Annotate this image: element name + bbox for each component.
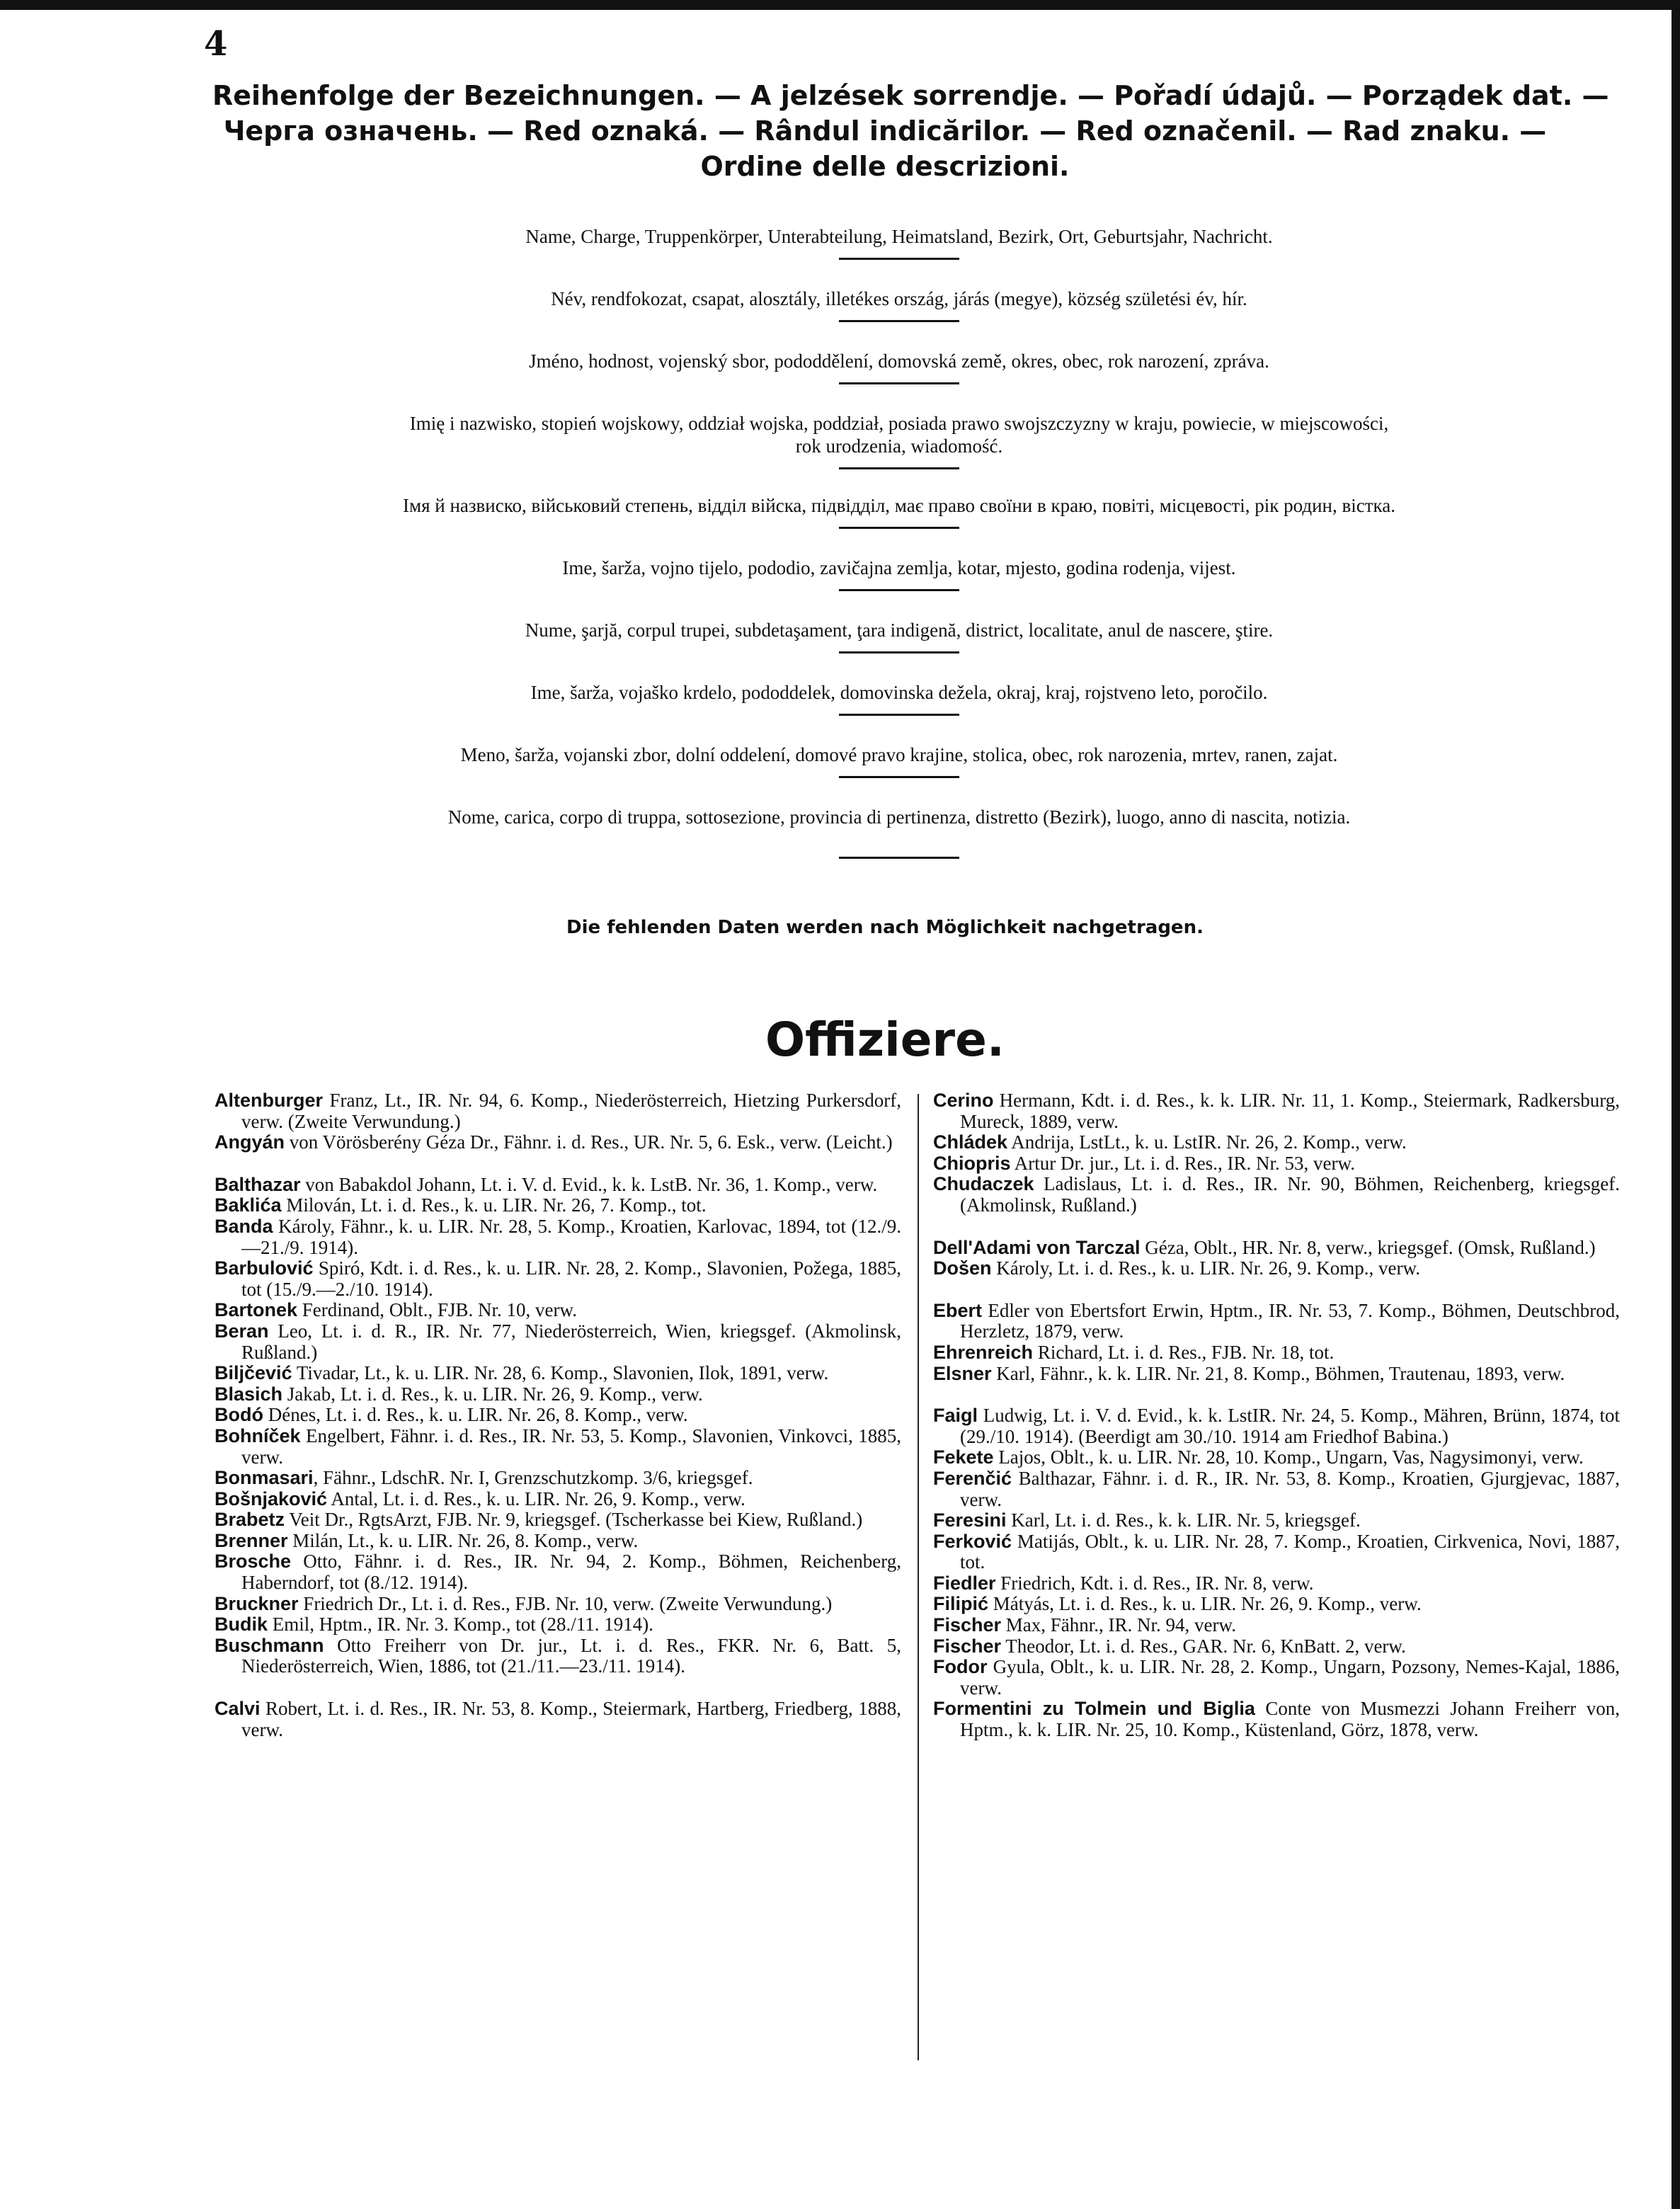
officer-details: Károly, Lt. i. d. Res., k. u. LIR. Nr. 26, 9. Komp., verw. — [991, 1257, 1420, 1279]
officer-surname: Altenburger — [215, 1090, 324, 1111]
officer-entry — [933, 1258, 1620, 1279]
legend-separator-rule — [839, 527, 959, 529]
officer-surname: Fodor — [933, 1656, 988, 1678]
legend-text: rok urodzenia, wiadomość. — [795, 435, 1003, 457]
officer-details: Friedrich, Kdt. i. d. Res., IR. Nr. 8, verw. — [995, 1572, 1314, 1594]
officer-details: Friedrich Dr., Lt. i. d. Res., FJB. Nr. 10, verw. (Zweite Verwundung.) — [298, 1592, 833, 1614]
officer-details: Andrija, LstLt., k. u. LstIR. Nr. 26, 2. Komp., verw. — [1007, 1131, 1407, 1153]
officer-surname: Dell'Adami von Tarczal — [933, 1236, 1141, 1258]
officer-entry — [215, 1509, 901, 1531]
officer-details: Karl, Lt. i. d. Res., k. k. LIR. Nr. 5, kriegsgef. — [1006, 1509, 1361, 1531]
officer-details: Edler von Ebertsfort Erwin, Hptm., IR. Nr. 53, 7. Komp., Böhmen, Deutschbrod, Herzletz, 1879, verw. — [960, 1299, 1620, 1342]
officer-entry — [933, 1594, 1620, 1615]
officer-surname: Ehrenreich — [933, 1341, 1034, 1363]
legend-line — [234, 287, 1565, 350]
officer-entry — [933, 1405, 1620, 1447]
letter-group-gap — [933, 1279, 1620, 1301]
officer-surname: Barbulović — [215, 1257, 314, 1279]
officer-details: Lajos, Oblt., k. u. LIR. Nr. 28, 10. Komp., Ungarn, Vas, Nagysimonyi, verw. — [993, 1446, 1584, 1468]
officer-details: Tivadar, Lt., k. u. LIR. Nr. 28, 6. Komp., Slavonien, Ilok, 1891, verw. — [292, 1362, 829, 1384]
officer-entry — [215, 1699, 901, 1740]
officer-details: von Vörösberény Géza Dr., Fähnr. i. d. Res., UR. Nr. 5, 6. Esk., verw. (Leicht.) — [285, 1131, 893, 1153]
officer-details: Otto, Fähnr. i. d. Res., IR. Nr. 94, 2. Komp., Böhmen, Reichenberg, Haberndorf, tot (8./12. 1914). — [241, 1551, 901, 1594]
officer-surname: Bruckner — [215, 1592, 299, 1614]
officer-details: Max, Fähnr., IR. Nr. 94, verw. — [1001, 1614, 1237, 1636]
officer-surname: Brabetz — [215, 1509, 285, 1531]
officer-details: Jakab, Lt. i. d. Res., k. u. LIR. Nr. 26, 9. Komp., verw. — [282, 1383, 703, 1405]
officer-details: Robert, Lt. i. d. Res., IR. Nr. 53, 8. Komp., Steiermark, Hartberg, Friedberg, 1888, verw. — [241, 1698, 901, 1740]
officer-entry — [215, 1614, 901, 1636]
officer-entry — [215, 1300, 901, 1321]
officer-surname: Buschmann — [215, 1634, 324, 1656]
officer-entry — [933, 1364, 1620, 1385]
heading-line: Черга означень. — Red oznaká. — Rândul indicărilor. — Red označenil. — Rad znaku. — — [223, 115, 1547, 147]
officer-entry — [215, 1132, 901, 1153]
legend-line — [234, 619, 1565, 681]
officer-entry — [933, 1468, 1620, 1510]
officer-details: Karl, Fähnr., k. k. LIR. Nr. 21, 8. Komp., Böhmen, Trautenau, 1893, verw. — [991, 1362, 1565, 1384]
scan-border-top — [0, 0, 1680, 10]
legend-separator-rule — [839, 714, 959, 716]
officer-surname: Blasich — [215, 1383, 283, 1405]
officer-surname: Fischer — [933, 1635, 1002, 1657]
officer-surname: Bohníček — [215, 1425, 301, 1446]
officer-surname: Beran — [215, 1320, 269, 1342]
officer-surname: Fischer — [933, 1614, 1002, 1636]
legend-separator-rule — [839, 320, 959, 322]
letter-group-gap — [933, 1384, 1620, 1405]
officer-details: Franz, Lt., IR. Nr. 94, 6. Komp., Niederösterreich, Hietzing Purkersdorf, verw. (Zweite Verwundung.) — [241, 1090, 901, 1132]
missing-data-note: Die fehlenden Daten werden nach Möglichkeit nachgetragen. — [566, 917, 1204, 938]
officer-entry — [215, 1551, 901, 1593]
officer-entry — [215, 1531, 901, 1552]
officer-surname: Chiopris — [933, 1152, 1011, 1174]
officer-entry — [215, 1384, 901, 1405]
officer-entry — [215, 1258, 901, 1300]
officer-details: von Babakdol Johann, Lt. i. V. d. Evid., k. k. LstB. Nr. 36, 1. Komp., verw. — [300, 1173, 878, 1195]
legend-line — [234, 806, 1565, 868]
officer-details: Spiró, Kdt. i. d. Res., k. u. LIR. Nr. 28, 2. Komp., Slavonien, Požega, 1885, tot (15./9.—2./10. 1914). — [241, 1257, 901, 1300]
legend-separator-rule — [839, 776, 959, 778]
legend-line — [234, 225, 1565, 287]
officer-list-right-column — [933, 1090, 1620, 1741]
legend-text: Név, rendfokozat, csapat, alosztály, illetékes ország, járás (megye), község születési év, hír. — [551, 288, 1247, 309]
officer-surname: Brenner — [215, 1529, 288, 1551]
officer-entry — [933, 1238, 1620, 1259]
heading-line: Reihenfolge der Bezeichnungen. — A jelzések sorrendje. — Pořadí údajů. — Porządek dat. — — [212, 80, 1609, 111]
letter-group-gap — [215, 1153, 901, 1175]
officer-entry — [933, 1573, 1620, 1594]
officer-entry — [933, 1531, 1620, 1573]
officer-entry — [215, 1090, 901, 1132]
officer-entry — [215, 1216, 901, 1258]
officer-surname: Feresini — [933, 1509, 1007, 1531]
officer-details: Mátyás, Lt. i. d. Res., k. u. LIR. Nr. 26, 9. Komp., verw. — [988, 1593, 1422, 1615]
officer-entry — [215, 1489, 901, 1510]
officer-details: Antal, Lt. i. d. Res., k. u. LIR. Nr. 26, 9. Komp., verw. — [327, 1488, 745, 1509]
officer-details: Conte von Musmezzi Johann Freiherr von, Hptm., k. k. LIR. Nr. 25, 10. Komp., Küstenland, Görz, 1878, verw. — [960, 1698, 1620, 1741]
officer-entry — [215, 1321, 901, 1363]
officer-surname: Ebert — [933, 1299, 983, 1321]
officer-details: , Fähnr., LdschR. Nr. I, Grenzschutzkomp. 3/6, kriegsgef. — [313, 1467, 753, 1489]
officer-surname: Elsner — [933, 1362, 992, 1384]
officer-surname: Ferković — [933, 1530, 1012, 1552]
officer-surname: Biljčević — [215, 1362, 292, 1384]
officer-details: Richard, Lt. i. d. Res., FJB. Nr. 18, tot. — [1033, 1341, 1335, 1363]
officer-details: Károly, Fähnr., k. u. LIR. Nr. 28, 5. Komp., Kroatien, Karlovac, 1894, tot (12./9.—21./9. 1914). — [241, 1215, 901, 1258]
legend-separator-rule — [839, 589, 959, 591]
legend-separator-rule — [839, 382, 959, 384]
legend-text: Name, Charge, Truppenkörper, Unterabteilung, Heimatsland, Bezirk, Ort, Geburtsjahr, Nachricht. — [525, 226, 1273, 247]
scan-border-right — [1672, 0, 1680, 2209]
officer-details: Veit Dr., RgtsArzt, FJB. Nr. 9, kriegsgef. (Tscherkasse bei Kiew, Rußland.) — [285, 1509, 863, 1531]
officer-entry — [215, 1594, 901, 1615]
officer-entry — [215, 1195, 901, 1216]
legend-text: Імя й назвиско, військовий степень, відділ війска, підвідділ, має право своїни в краю, повіті, місцевості, рік родин, вістка. — [403, 495, 1395, 516]
officer-entry — [933, 1132, 1620, 1153]
legend-text: Ime, šarža, vojaško krdelo, pododdelek, domovinska dežela, okraj, kraj, rojstveno leto, poročilo. — [530, 682, 1268, 703]
legend-separator-rule — [839, 651, 959, 653]
officer-details: Gyula, Oblt., k. u. LIR. Nr. 28, 2. Komp., Ungarn, Pozsony, Nemes-Kajal, 1886, verw. — [960, 1656, 1620, 1699]
legend-text: Nume, şarjă, corpul trupei, subdetaşament, ţara indigenă, district, localitate, anul de nascere, ştire. — [525, 620, 1274, 641]
legend-separator-rule — [839, 258, 959, 260]
legend-line — [234, 494, 1565, 556]
officer-entry — [933, 1699, 1620, 1740]
officer-entry — [933, 1174, 1620, 1216]
officer-details: Engelbert, Fähnr. i. d. Res., IR. Nr. 53, 5. Komp., Slavonien, Vinkovci, 1885, verw. — [241, 1425, 901, 1468]
officer-surname: Fiedler — [933, 1572, 996, 1594]
legend-line — [234, 412, 1565, 494]
officer-entry — [933, 1447, 1620, 1468]
officer-surname: Formentini zu Tolmein und Biglia — [933, 1698, 1255, 1720]
legend-line — [234, 350, 1565, 412]
officer-entry — [933, 1090, 1620, 1132]
officer-entry — [933, 1153, 1620, 1175]
officer-surname: Chládek — [933, 1131, 1008, 1153]
officer-surname: Fekete — [933, 1446, 994, 1468]
officer-surname: Bošnjaković — [215, 1488, 328, 1509]
officer-surname: Bonmasari — [215, 1467, 314, 1489]
officer-details: Ladislaus, Lt. i. d. Res., IR. Nr. 90, Böhmen, Reichenberg, kriegsgef. (Akmolinsk, Rußland.) — [960, 1173, 1620, 1216]
legend-line — [234, 743, 1565, 806]
officer-entry — [215, 1175, 901, 1196]
legend-line — [234, 556, 1565, 619]
officer-surname: Ferenčić — [933, 1467, 1012, 1489]
officer-details: Ferdinand, Oblt., FJB. Nr. 10, verw. — [297, 1299, 578, 1321]
section-title: Offiziere. — [765, 1012, 1005, 1067]
officer-entry — [215, 1405, 901, 1426]
officer-surname: Budik — [215, 1614, 268, 1636]
legend-text: Jméno, hodnost, vojenský sbor, pododdělení, domovská země, okres, obec, rok narození, zpráva. — [529, 350, 1269, 372]
officer-entry — [215, 1426, 901, 1468]
officer-list-left-column — [215, 1090, 901, 1740]
officer-details: Matijás, Oblt., k. u. LIR. Nr. 28, 7. Komp., Kroatien, Cirkvenica, Novi, 1887, tot. — [960, 1530, 1620, 1573]
officer-details: Theodor, Lt. i. d. Res., GAR. Nr. 6, KnBatt. 2, verw. — [1001, 1635, 1406, 1657]
officer-surname: Brosche — [215, 1551, 292, 1572]
officer-details: Géza, Oblt., HR. Nr. 8, verw., kriegsgef. (Omsk, Rußland.) — [1140, 1236, 1596, 1258]
officer-entry — [933, 1301, 1620, 1342]
officer-entry — [215, 1636, 901, 1677]
officer-entry — [933, 1510, 1620, 1531]
officer-details: Milán, Lt., k. u. LIR. Nr. 26, 8. Komp., verw. — [287, 1529, 639, 1551]
officer-details: Hermann, Kdt. i. d. Res., k. k. LIR. Nr. 11, 1. Komp., Steiermark, Radkersburg, Mureck, 1889, verw. — [960, 1090, 1620, 1132]
officer-entry — [933, 1342, 1620, 1364]
officer-surname: Balthazar — [215, 1173, 301, 1195]
officer-details: Balthazar, Fähnr. i. d. R., IR. Nr. 53, 8. Komp., Kroatien, Gjurgjevac, 1887, verw. — [960, 1467, 1620, 1510]
column-divider — [918, 1094, 919, 2060]
officer-entry — [933, 1636, 1620, 1657]
officer-details: Dénes, Lt. i. d. Res., k. u. LIR. Nr. 26, 8. Komp., verw. — [263, 1404, 688, 1426]
officer-surname: Baklića — [215, 1194, 282, 1216]
officer-surname: Bartonek — [215, 1299, 298, 1321]
officer-surname: Chudaczek — [933, 1173, 1034, 1195]
officer-surname: Bodó — [215, 1404, 263, 1426]
legend-line — [234, 681, 1565, 743]
officer-entry — [215, 1363, 901, 1384]
officer-surname: Cerino — [933, 1090, 994, 1111]
letter-group-gap — [215, 1677, 901, 1699]
officer-surname: Došen — [933, 1257, 992, 1279]
officer-entry — [933, 1657, 1620, 1699]
officer-details: Emil, Hptm., IR. Nr. 3. Komp., tot (28./11. 1914). — [268, 1614, 653, 1636]
officer-surname: Banda — [215, 1215, 273, 1237]
legend-text: Ime, šarža, vojno tijelo, pododio, zavičajna zemlja, kotar, mjesto, godina rodenja, vijest. — [562, 557, 1236, 578]
legend-text: Imię i nazwisko, stopień wojskowy, oddział wojska, poddział, posiada prawo swojszczyzny w kraju, powiecie, w miejscowości, — [409, 413, 1389, 434]
page-number: 4 — [204, 24, 228, 64]
heading-order-of-designations — [212, 78, 1609, 184]
officer-entry — [215, 1468, 901, 1489]
officer-surname: Filipić — [933, 1593, 989, 1615]
legend-text: Meno, šarža, vojanski zbor, dolní oddelení, domové pravo krajine, stolica, obec, rok narozenia, mrtev, ranen, zajat. — [460, 744, 1338, 765]
officer-details: Milován, Lt. i. d. Res., k. u. LIR. Nr. 26, 7. Komp., tot. — [281, 1194, 707, 1216]
officer-details: Otto Freiherr von Dr. jur., Lt. i. d. Res., FKR. Nr. 6, Batt. 5, Niederösterreich, Wien, 1886, tot (21./11.—23./11. 1914). — [241, 1634, 901, 1677]
officer-details: Ludwig, Lt. i. V. d. Evid., k. k. LstIR. Nr. 24, 5. Komp., Mähren, Brünn, 1874, tot (29./10. 1914). (Beerdigt am 30./10. 1914 am Friedhof Babina.) — [960, 1405, 1620, 1447]
officer-details: Artur Dr. jur., Lt. i. d. Res., IR. Nr. 53, verw. — [1010, 1152, 1355, 1174]
officer-details: Leo, Lt. i. d. R., IR. Nr. 77, Niederösterreich, Wien, kriegsgef. (Akmolinsk, Rußland.) — [241, 1320, 901, 1363]
officer-entry — [933, 1615, 1620, 1636]
legend-separator-rule — [839, 467, 959, 469]
heading-line: Ordine delle descrizioni. — [700, 151, 1070, 182]
officer-surname: Angyán — [215, 1131, 285, 1153]
letter-group-gap — [933, 1216, 1620, 1238]
officer-surname: Calvi — [215, 1698, 261, 1720]
officer-surname: Faigl — [933, 1405, 978, 1427]
multilingual-legend — [234, 225, 1565, 868]
legend-text: Nome, carica, corpo di truppa, sottosezione, provincia di pertinenza, distretto (Bezirk), luogo, anno di nascita, notizia. — [447, 806, 1351, 828]
legend-separator-rule — [839, 857, 959, 859]
